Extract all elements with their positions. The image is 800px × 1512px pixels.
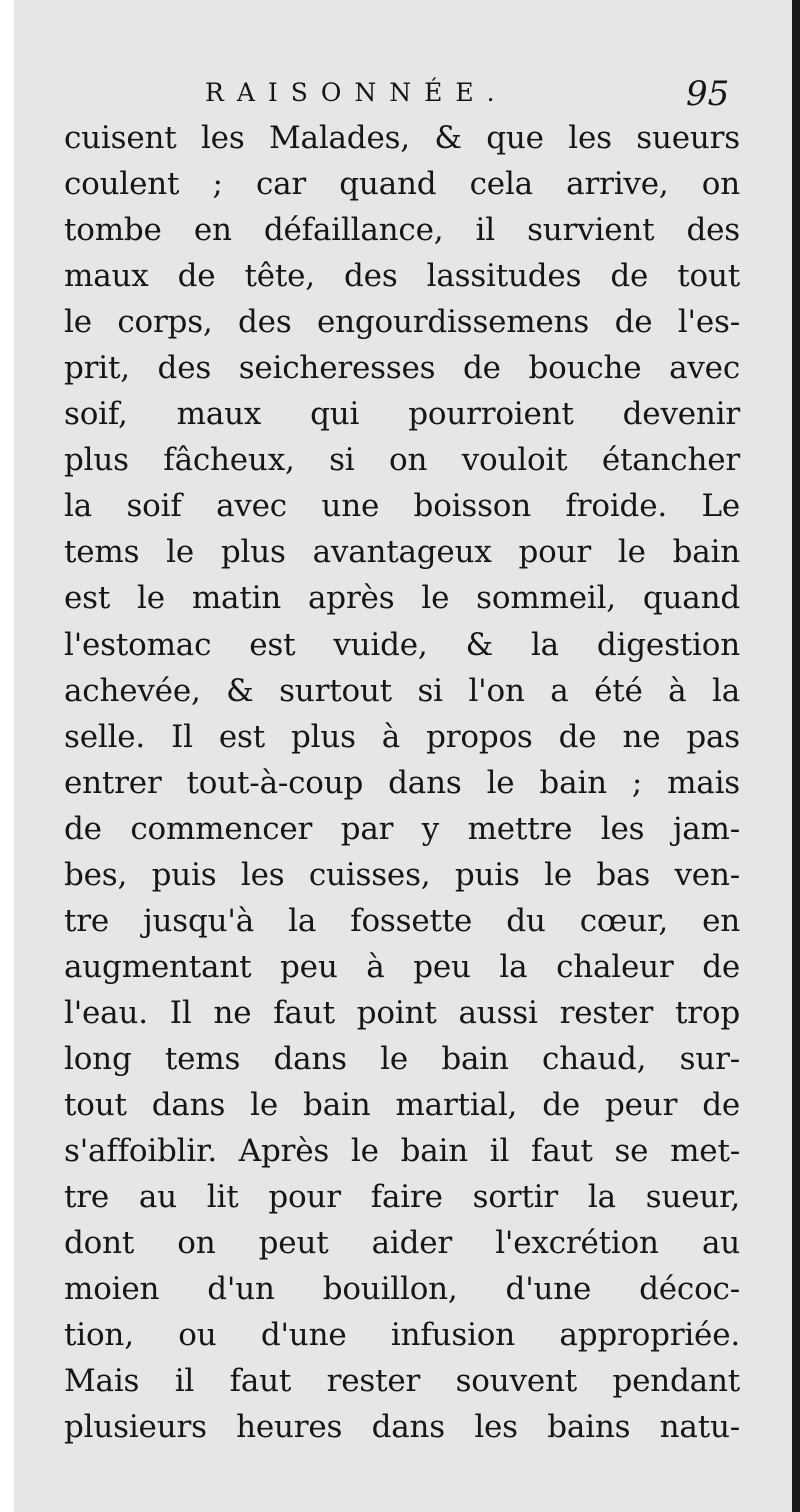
text-line: s'affoiblir. Après le bain il faut se met- [64,1133,740,1170]
text-line: est le matin après le sommeil, quand [64,580,740,617]
text-line: augmentant peu à peu la chaleur de [64,948,740,985]
text-line: soif, maux qui pourroient devenir [64,396,740,433]
text-line: tout dans le bain martial, de peur de [64,1086,740,1123]
text-line: cuisent les Malades, & que les sueurs [64,120,740,156]
text-line: plusieurs heures dans les bains natu- [64,1409,740,1446]
running-head [0,74,800,118]
body-text [64,115,740,1450]
text-line: maux de tête, des lassitudes de tout [64,258,740,295]
text-line: de commencer par y mettre les jam- [64,810,740,847]
text-line: tre jusqu'à la fossette du cœur, en [64,902,740,939]
text-line: Mais il faut rester souvent pendant [64,1363,740,1400]
text-line: long tems dans le bain chaud, sur- [64,1040,740,1077]
text-line: selle. Il est plus à propos de ne pas [64,718,740,755]
text-line: plus fâcheux, si on vouloit étancher [64,442,740,479]
text-line: entrer tout-à-coup dans le bain ; mais [64,764,740,801]
text-line: le corps, des engourdissemens de l'es- [64,304,740,341]
text-line: tems le plus avantageux pour le bain [64,534,740,571]
text-line: tion, ou d'une infusion appropriée. [64,1317,740,1354]
text-line: tre au lit pour faire sortir la sueur, [64,1179,740,1216]
text-line: tombe en défaillance, il survient des [64,212,740,249]
text-line: dont on peut aider l'excrétion au [64,1225,740,1262]
text-line: l'estomac est vuide, & la digestion [64,626,740,663]
text-line: moien d'un bouillon, d'une décoc- [64,1271,740,1308]
running-title: RAISONNÉE. [205,78,508,107]
page-number: 95 [686,74,730,114]
text-line: prit, des seicheresses de bouche avec [64,350,740,387]
text-line: l'eau. Il ne faut point aussi rester trop [64,994,740,1031]
page-left-margin [0,0,14,1512]
page-right-edge-shadow [792,0,800,1512]
text-line: achevée, & surtout si l'on a été à la [64,672,740,709]
text-line: bes, puis les cuisses, puis le bas ven- [64,856,740,893]
text-line: coulent ; car quand cela arrive, on [64,166,740,203]
text-line: la soif avec une boisson froide. Le [64,488,740,525]
